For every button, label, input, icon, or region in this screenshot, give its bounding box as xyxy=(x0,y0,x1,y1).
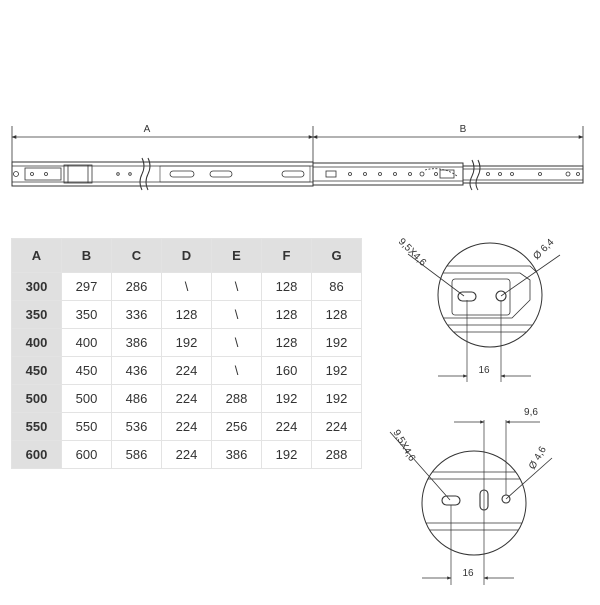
detail-bottom-slot xyxy=(442,496,460,505)
slide-side-view xyxy=(12,126,583,190)
header-cell-a: A xyxy=(12,239,62,273)
table-header-row xyxy=(12,239,362,273)
table-cell: 224 xyxy=(162,357,212,385)
table-cell: \ xyxy=(162,273,212,301)
latch xyxy=(440,170,454,178)
table-cell: 128 xyxy=(262,329,312,357)
table-cell: 450 xyxy=(62,357,112,385)
detail-bottom-offset-label: 9,6 xyxy=(524,407,538,418)
table-cell: 192 xyxy=(262,441,312,469)
row-key-cell: 500 xyxy=(12,385,62,413)
header-cell-g: G xyxy=(312,239,362,273)
table-cell: 550 xyxy=(62,413,112,441)
table-row xyxy=(12,385,362,413)
detail-bottom xyxy=(390,420,552,585)
middle-rail xyxy=(313,163,463,185)
middle-slot-1 xyxy=(326,171,336,177)
table-cell: 224 xyxy=(162,441,212,469)
outer-slot-2 xyxy=(210,171,232,177)
table-cell: 224 xyxy=(162,385,212,413)
table-cell: 192 xyxy=(262,385,312,413)
detail-top-spacing-label: 16 xyxy=(478,365,490,376)
row-key-cell: 600 xyxy=(12,441,62,469)
end-hole xyxy=(14,172,19,177)
header-cell-c: C xyxy=(112,239,162,273)
table-cell: 350 xyxy=(62,301,112,329)
outer-slot-1 xyxy=(170,171,194,177)
header-cell-f: F xyxy=(262,239,312,273)
table-cell: 224 xyxy=(262,413,312,441)
table-cell: 192 xyxy=(312,357,362,385)
table-cell: 386 xyxy=(112,329,162,357)
table-row xyxy=(12,273,362,301)
dimension-label-b: B xyxy=(459,124,467,135)
detail-top-hole-label: Ø 6,4 xyxy=(531,237,557,263)
row-key-cell: 350 xyxy=(12,301,62,329)
table-row xyxy=(12,301,362,329)
table-cell: 286 xyxy=(112,273,162,301)
detail-bottom-slot-label: 9,5X4,6 xyxy=(390,428,418,464)
table-cell: 297 xyxy=(62,273,112,301)
table-cell: \ xyxy=(212,329,262,357)
table-row xyxy=(12,357,362,385)
detail-top xyxy=(408,243,560,382)
table-cell: \ xyxy=(212,301,262,329)
table-cell: 160 xyxy=(262,357,312,385)
table-cell: 224 xyxy=(312,413,362,441)
table-cell: 86 xyxy=(312,273,362,301)
table-cell: 336 xyxy=(112,301,162,329)
table-cell: 536 xyxy=(112,413,162,441)
table-cell: 288 xyxy=(212,385,262,413)
header-cell-e: E xyxy=(212,239,262,273)
row-key-cell: 300 xyxy=(12,273,62,301)
row-key-cell: 550 xyxy=(12,413,62,441)
detail-bottom-circle xyxy=(422,451,526,555)
table-cell: 600 xyxy=(62,441,112,469)
table-cell: 192 xyxy=(162,329,212,357)
header-cell-d: D xyxy=(162,239,212,273)
table-cell: 500 xyxy=(62,385,112,413)
table-cell: \ xyxy=(212,357,262,385)
table-cell: 436 xyxy=(112,357,162,385)
row-key-cell: 400 xyxy=(12,329,62,357)
outer-slot-3 xyxy=(282,171,304,177)
table-cell: 192 xyxy=(312,385,362,413)
table-cell: 586 xyxy=(112,441,162,469)
table-cell: 288 xyxy=(312,441,362,469)
table-cell: 386 xyxy=(212,441,262,469)
table-cell: 192 xyxy=(312,329,362,357)
table-cell: 128 xyxy=(162,301,212,329)
detail-top-slot-label: 9,5X4,6 xyxy=(395,236,429,269)
size-table xyxy=(11,238,362,469)
row-key-cell: 450 xyxy=(12,357,62,385)
table-row xyxy=(12,413,362,441)
table-cell: 128 xyxy=(312,301,362,329)
table-cell: 128 xyxy=(262,273,312,301)
table-cell: 400 xyxy=(62,329,112,357)
table-cell: 128 xyxy=(262,301,312,329)
table-cell: \ xyxy=(212,273,262,301)
detail-bottom-hole-label: Ø 4,6 xyxy=(527,444,549,472)
table-cell: 486 xyxy=(112,385,162,413)
table-row xyxy=(12,329,362,357)
detail-bottom-spacing-label: 16 xyxy=(462,568,474,579)
dimension-label-a: A xyxy=(143,124,151,135)
table-cell: 256 xyxy=(212,413,262,441)
inner-rail xyxy=(463,166,583,183)
table-row xyxy=(12,441,362,469)
header-cell-b: B xyxy=(62,239,112,273)
detail-top-circle xyxy=(438,243,542,347)
table-cell: 224 xyxy=(162,413,212,441)
